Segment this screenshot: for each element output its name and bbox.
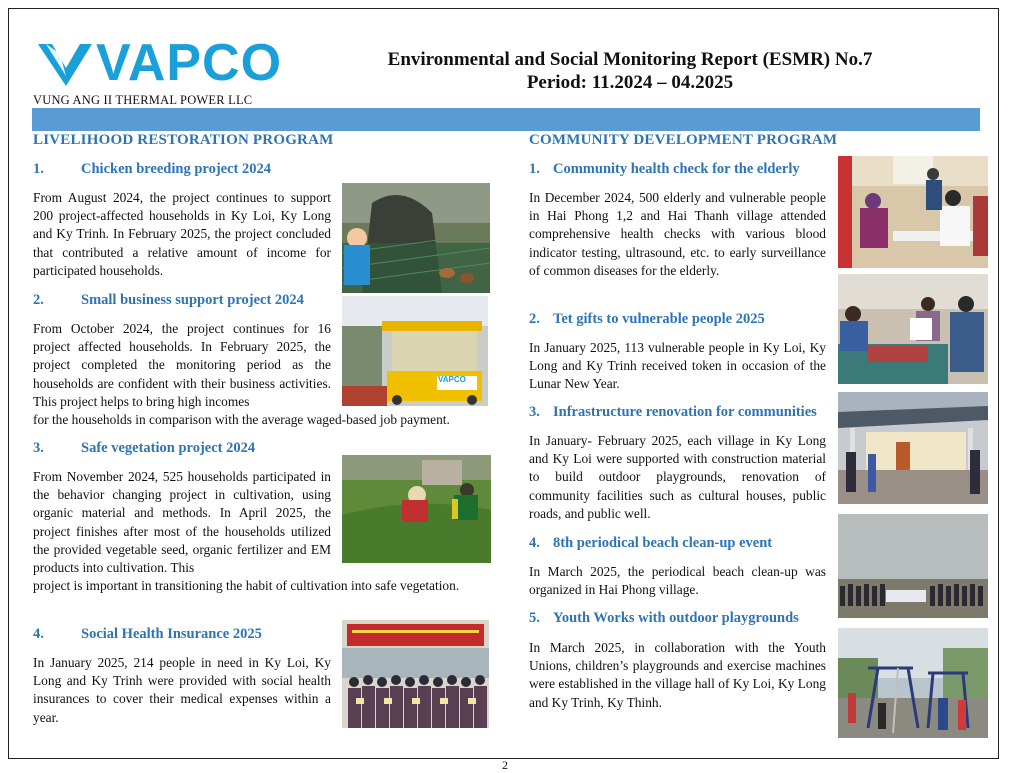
health-check-photo <box>838 156 988 268</box>
item-number: 4. <box>33 626 44 642</box>
left-item-1-text: From August 2024, the project continues to support 200 project-affected households in Ky Loi, Ky Long and Ky Trinh. In February 2025, the project concluded that contributed a relative amount of income for participated households. <box>33 190 331 278</box>
item-title: Small business support project 2024 <box>81 292 304 308</box>
item-title: Youth Works with outdoor playgrounds <box>553 610 799 626</box>
item-number: 2. <box>529 311 540 327</box>
right-item-2-heading <box>529 311 765 328</box>
left-item-3-heading <box>33 440 255 457</box>
left-item-2-text-cont: for the households in comparison with the average waged-based job payment. <box>33 412 450 427</box>
right-section-title: COMMUNITY DEVELOPMENT PROGRAM <box>529 132 838 148</box>
small-business-cart-photo <box>342 296 488 406</box>
item-title: Chicken breeding project 2024 <box>81 161 271 177</box>
report-title: Environmental and Social Monitoring Report (ESMR) No.7 <box>387 49 873 70</box>
item-title: Social Health Insurance 2025 <box>81 626 262 642</box>
youth-playground-photo <box>838 628 988 738</box>
cart-sign: VAPCO <box>438 375 466 384</box>
item-number: 1. <box>529 161 540 177</box>
item-number: 4. <box>529 535 540 551</box>
left-item-1-heading <box>33 161 271 178</box>
item-title: Tet gifts to vulnerable people 2025 <box>553 311 765 327</box>
logo-text: VAPCO <box>96 34 283 92</box>
chicken-breeding-photo <box>342 183 490 293</box>
tet-gifts-photo <box>838 274 988 384</box>
infrastructure-renovation-photo <box>838 392 988 504</box>
left-section-title: LIVELIHOOD RESTORATION PROGRAM <box>33 132 334 148</box>
right-item-5-text: In March 2025, in collaboration with the Youth Unions, children’s playgrounds and exercise machines were established in the village hall of Ky Loi, Ky Long and Ky Trinh, Ky Thinh. <box>529 640 826 710</box>
right-item-4-heading <box>529 535 772 552</box>
left-item-2-heading <box>33 292 304 309</box>
item-title: Community health check for the elderly <box>553 161 800 177</box>
beach-cleanup-photo <box>838 514 988 618</box>
right-item-1-heading <box>529 161 800 178</box>
page-number: 2 <box>502 758 508 772</box>
left-item-4-heading <box>33 626 262 643</box>
company-name: VUNG ANG II THERMAL POWER LLC <box>33 93 253 107</box>
safe-vegetation-photo <box>342 455 491 563</box>
header-bar <box>32 108 980 131</box>
item-number: 3. <box>33 440 44 456</box>
item-number: 5. <box>529 610 540 626</box>
item-title: Infrastructure renovation for communities <box>553 404 817 420</box>
item-number: 1. <box>33 161 44 177</box>
right-item-1-text: In December 2024, 500 elderly and vulnerable people in Hai Phong 1,2 and Hai Thanh village attended comprehensive health checks with various blood indicator testing, ultrasound, etc. to early surveillance of common diseases for the elderly. <box>529 190 826 278</box>
item-number: 2. <box>33 292 44 308</box>
left-item-4-text: In January 2025, 214 people in need in Ky Loi, Ky Long and Ky Trinh were provided with social health insurances to cover their medical expenses within a year. <box>33 655 331 725</box>
report-period: Period: 11.2024 – 04.2025 <box>526 72 734 93</box>
health-insurance-group-photo <box>342 620 489 728</box>
left-item-3-text-cont: project is important in transitioning the habit of cultivation into safe vegetation. <box>33 578 460 593</box>
right-item-3-text: In January- February 2025, each village in Ky Long and Ky Loi were supported with construction material to build outdoor playgrounds, renovation of community facilities such as cultural houses, public roads, and public well. <box>529 433 826 521</box>
right-item-3-heading <box>529 404 817 421</box>
left-item-3-text: From November 2024, 525 households participated in the behavior changing project in cultivation, using organic material and methods. In April 2025, the project finishes after most of the households utilized the provided vegetable seed, organic fertilizer and EM products into cultivation. This <box>33 469 331 576</box>
item-title: Safe vegetation project 2024 <box>81 440 256 456</box>
item-title: 8th periodical beach clean-up event <box>553 535 773 551</box>
item-number: 3. <box>529 404 540 420</box>
left-item-2-text: From October 2024, the project continues for 16 project affected households. In February 2025, the project completed the monitoring period as the households are confident with their business activities. This project helps to bring high incomes <box>33 321 331 409</box>
vapco-logo-icon <box>36 40 96 90</box>
right-item-4-text: In March 2025, the periodical beach clean-up was organized in Hai Phong village. <box>529 564 826 598</box>
right-item-5-heading <box>529 610 799 627</box>
right-item-2-text: In January 2025, 113 vulnerable people in Ky Loi, Ky Long and Ky Trinh received token in occasion of the Lunar New Year. <box>529 340 826 392</box>
